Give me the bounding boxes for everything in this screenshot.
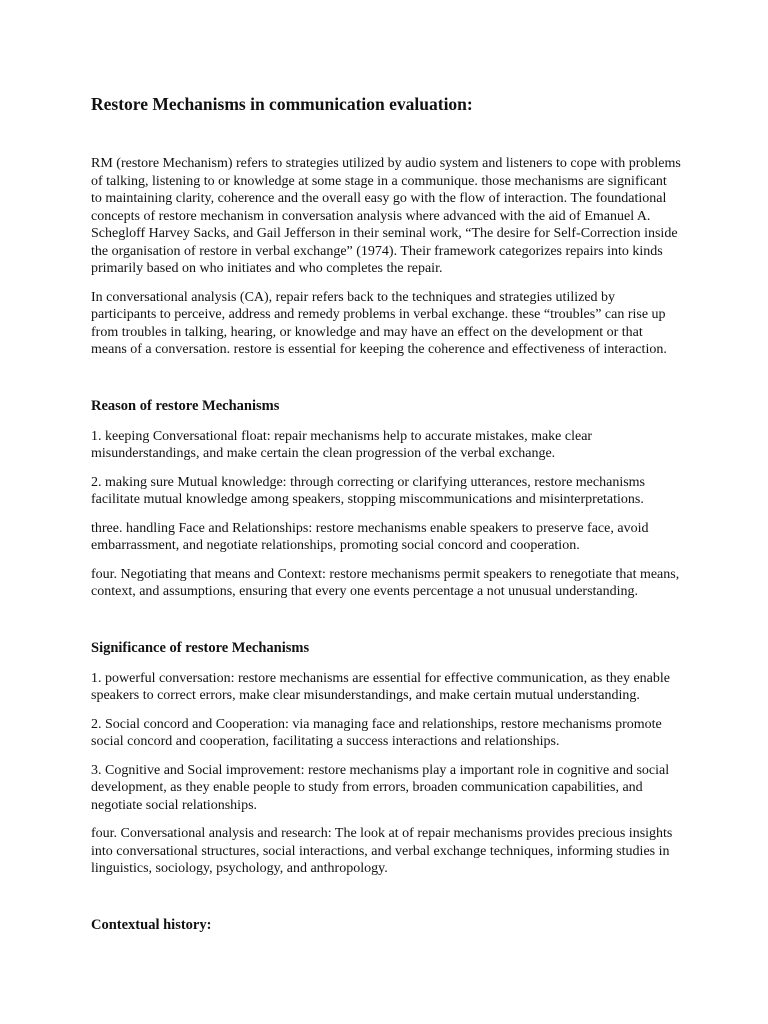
section-reason bbox=[91, 397, 681, 601]
list-paragraph: 2. Social concord and Cooperation: via managing face and relationships, restore mechanisms promote social concord and cooperation, facilitating a success interactions and relationships. bbox=[91, 716, 662, 749]
section-heading: Reason of restore Mechanisms bbox=[91, 397, 280, 414]
list-paragraph: four. Negotiating that means and Context: restore mechanisms permit speakers to renegotiate that means, context, and assumptions, ensuring that every one events percentage a not unusual understanding. bbox=[91, 566, 680, 599]
section-significance bbox=[91, 639, 681, 878]
list-paragraph: four. Conversational analysis and research: The look at of repair mechanisms provides precious insights into conversational structures, social interactions, and verbal exchange techniques, informing studies in linguistics, sociology, psychology, and anthropology. bbox=[91, 826, 673, 876]
list-paragraph: 2. making sure Mutual knowledge: through correcting or clarifying utterances, restore mechanisms facilitate mutual knowledge among speakers, stopping miscommunications and misinterpretations. bbox=[91, 474, 645, 507]
list-paragraph: 1. keeping Conversational float: repair mechanisms help to accurate mistakes, make clear misunderstandings, and make certain the clean progression of the verbal exchange. bbox=[91, 428, 593, 461]
list-paragraph: three. handling Face and Relationships: restore mechanisms enable speakers to preserve face, avoid embarrassment, and negotiate relationships, promoting social concord and cooperation. bbox=[91, 520, 649, 553]
section-heading: Significance of restore Mechanisms bbox=[91, 639, 310, 656]
intro-paragraph: In conversational analysis (CA), repair refers back to the techniques and strategies utilized by participants to perceive, address and remedy problems in verbal exchange. these “troubles” can rise up from troubles in talking, hearing, or knowledge and may have an effect on the development or that means of a conversation. restore is essential for keeping the coherence and effectiveness of interaction. bbox=[91, 289, 667, 357]
section-contextual-history bbox=[91, 916, 681, 934]
intro-paragraph: RM (restore Mechanism) refers to strategies utilized by audio system and listeners to cope with problems of talking, listening to or knowledge at some stage in a communique. those mechanisms are significant to maintaining clarity, coherence and the overall easy go with the flow of interaction. The foundational concepts of restore mechanism in conversation analysis where advanced with the aid of Emanuel A. Schegloff Harvey Sacks, and Gail Jefferson in their seminal work, “The desire for Self-Correction inside the organisation of restore in verbal exchange” (1974). Their framework categorizes repairs into kinds primarily based on who initiates and who completes the repair. bbox=[91, 156, 681, 276]
list-paragraph: 3. Cognitive and Social improvement: restore mechanisms play a important role in cognitive and social development, as they enable people to study from errors, broaden communication capabilities, and negotiate social relationships. bbox=[91, 762, 670, 813]
list-paragraph: 1. powerful conversation: restore mechanisms are essential for effective communication, as they enable speakers to correct errors, make clear misunderstandings, and make certain mutual understanding. bbox=[91, 670, 670, 703]
section-heading: Contextual history: bbox=[91, 916, 212, 933]
document-title: Restore Mechanisms in communication evaluation: bbox=[91, 94, 473, 114]
document-body bbox=[91, 93, 681, 947]
